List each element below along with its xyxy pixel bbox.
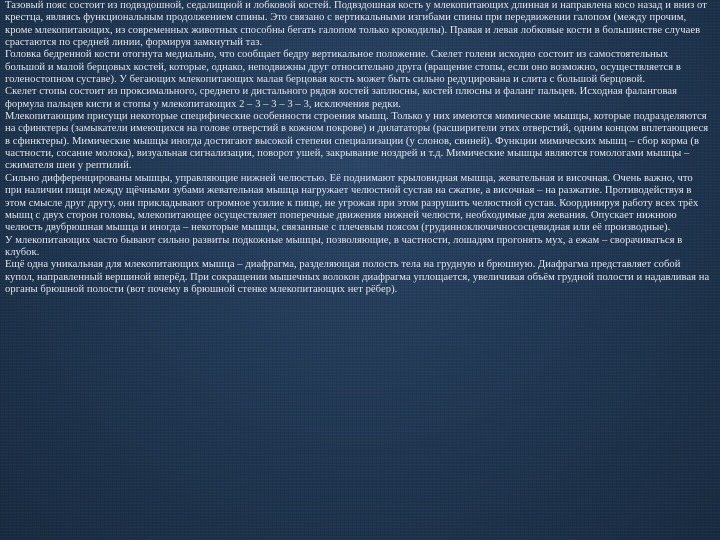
paragraph-femur-shin: Головка бедренной кости отогнута медиально, что сообщает бедру вертикальное положение. Скелет голени исходно состоит из самостоятельных большой и малой берцовых костей, которые, однако, неподвижны друг относительно друга (вращение стопы, если оно возможно, осуществляется в голеностопном суставе). У бегающих млекопитающих малая берцовая кость может быть сильно редуцирована и слита с большой берцовой. (5, 49, 681, 86)
paragraph-diaphragm: Ещё одна уникальная для млекопитающих мышца – диафрагма, разделяющая полость тела на грудную и брюшную. Диафрагма представляет собой купол, направленный вершиной вперёд. При сокращении мышечных волокон диафрагма уплощается, увеличивая объём грудной полости и надавливая на органы брюшной полости (вот почему в брюшной стенке млекопитающих нет рёбер). (5, 259, 710, 295)
paragraph-jaw-muscles: Сильно дифференцированы мышцы, управляющие нижней челюстью. Её поднимают крыловидная мышца, жевательная и височная. Очень важно, что при наличии пищи между щёчными зубами жевательная мышца нагружает челюстной сустав на сжатие, а височная – на разжатие. Противодействуя в этом смысле друг другу, они прикладывают огромное усилие к пище, не угрожая при этом разрушить челюстной сустав. Координируя работу всех трёх мышц с двух сторон головы, млекопитающее осуществляет поперечные движения нижней челюсти, необходимые для жевания. Опускает нижнюю челюсть двубрюшная мышца и иногда – некоторые мышцы, связанные с плечевым поясом (грудинноключичнососцевидная или её производные). (5, 172, 699, 234)
paragraph-subcutaneous-muscles: У млекопитающих часто бывают сильно развиты подкожные мышцы, позволяющие, в частности, лошадям прогонять мух, а ежам – сворачиваться в клубок. (5, 234, 683, 258)
paragraph-mimic-muscles: Млекопитающим присущи некоторые специфические особенности строения мышц. Только у них имеются мимические мышцы, которые подразделяются на сфинктеры (замыкатели имеющихся на голове отверстий в кожном покрове) и дилататоры (расширители этих отверстий, одним концом вплетающиеся в сфинктеры). Мимические мышцы иногда достигают высокой степени специализации (у слонов, свиней). Функции мимических мышц – сбор корма (в частности, сосание молока), визуальная сигнализация, поворот ушей, закрывание ноздрей и т.д. Мимические мышцы являются гомологами мышцы – сжимателя шеи у рептилий. (5, 111, 709, 172)
slide-body-text (5, 0, 711, 296)
paragraph-foot-skeleton: Скелет стопы состоит из проксимального, среднего и дистального рядов костей заплюсны, костей плюсны и фаланг пальцев. Исходная фаланговая формула пальцев кисти и стопы у млекопитающих 2 – 3 – 3 – 3 – 3, исключения редки. (5, 86, 678, 110)
paragraph-pelvic-girdle: Тазовый пояс состоит из подвздошной, седалищной и лобковой костей. Подвздошная кость у млекопитающих длинная и направлена косо назад и вниз от крестца, являясь функциональным продолжением спины. Это связано с вертикальными изгибами спины при передвижении галопом (между прочим, кроме млекопитающих, из современных животных способны бегать галопом только крокодилы). Правая и левая лобковые кости в большинстве случаев срастаются по средней линии, формируя замкнутый таз. (5, 0, 707, 49)
